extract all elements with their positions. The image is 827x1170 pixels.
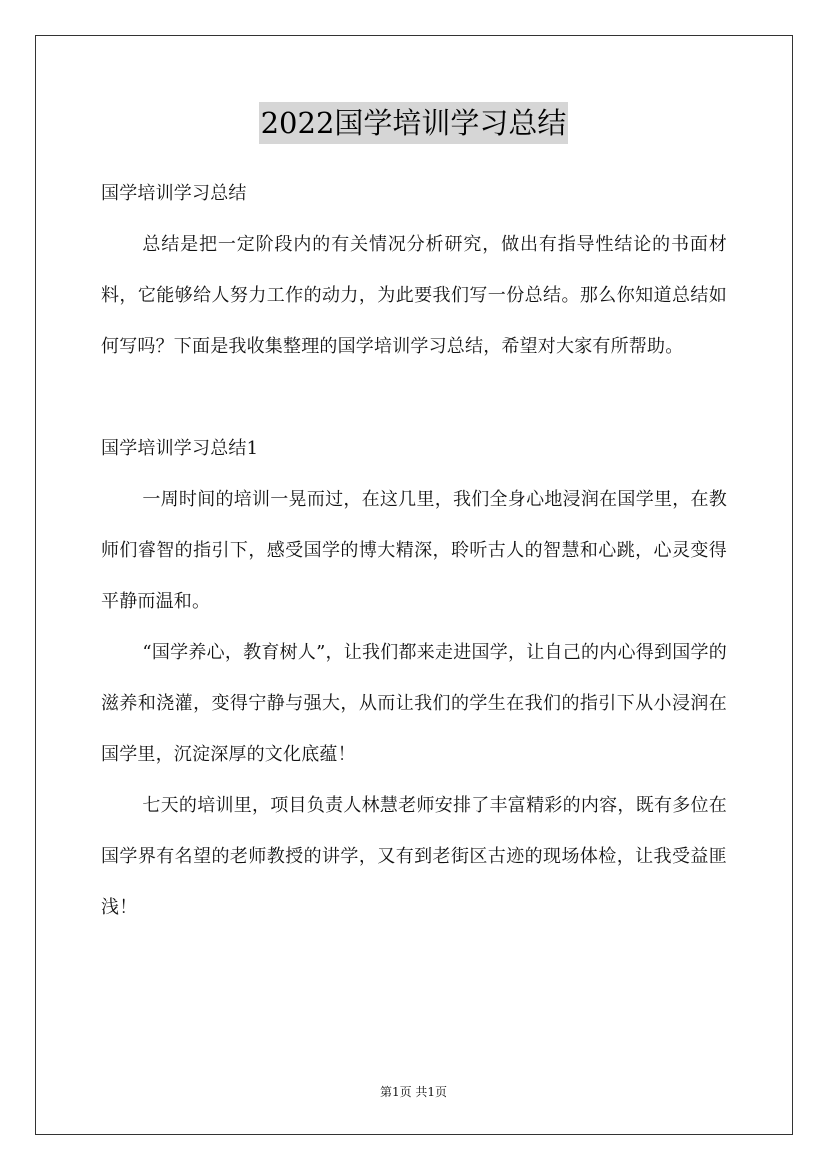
body-paragraph-1: 一周时间的培训一晃而过，在这几里，我们全身心地浸润在国学里，在教师们睿智的指引下，感受国学的博大精深，聆听古人的智慧和心跳，心灵变得平静而温和。 [101, 489, 727, 612]
document-title-text: 2022国学培训学习总结 [259, 102, 569, 144]
document-body [101, 168, 727, 933]
document-title [0, 102, 827, 144]
section-heading-intro: 国学培训学习总结 [101, 183, 247, 204]
body-paragraph-3: 七天的培训里，项目负责人林慧老师安排了丰富精彩的内容，既有多位在国学界有名望的老师教授的讲学，又有到老街区古迹的现场体检，让我受益匪浅！ [101, 795, 727, 918]
section-heading-1: 国学培训学习总结1 [101, 438, 259, 459]
intro-paragraph: 总结是把一定阶段内的有关情况分析研究，做出有指导性结论的书面材料，它能够给人努力工作的动力，为此要我们写一份总结。那么你知道总结如何写吗？下面是我收集整理的国学培训学习总结，希望对大家有所帮助。 [101, 234, 727, 357]
page-number-footer: 第1页 共1页 [379, 1085, 448, 1099]
paragraph-spacer [101, 372, 727, 423]
body-paragraph-2: “国学养心，教育树人”，让我们都来走进国学，让自己的内心得到国学的滋养和浇灌，变得宁静与强大，从而让我们的学生在我们的指引下从小浸润在国学里，沉淀深厚的文化底蕴！ [101, 642, 727, 765]
